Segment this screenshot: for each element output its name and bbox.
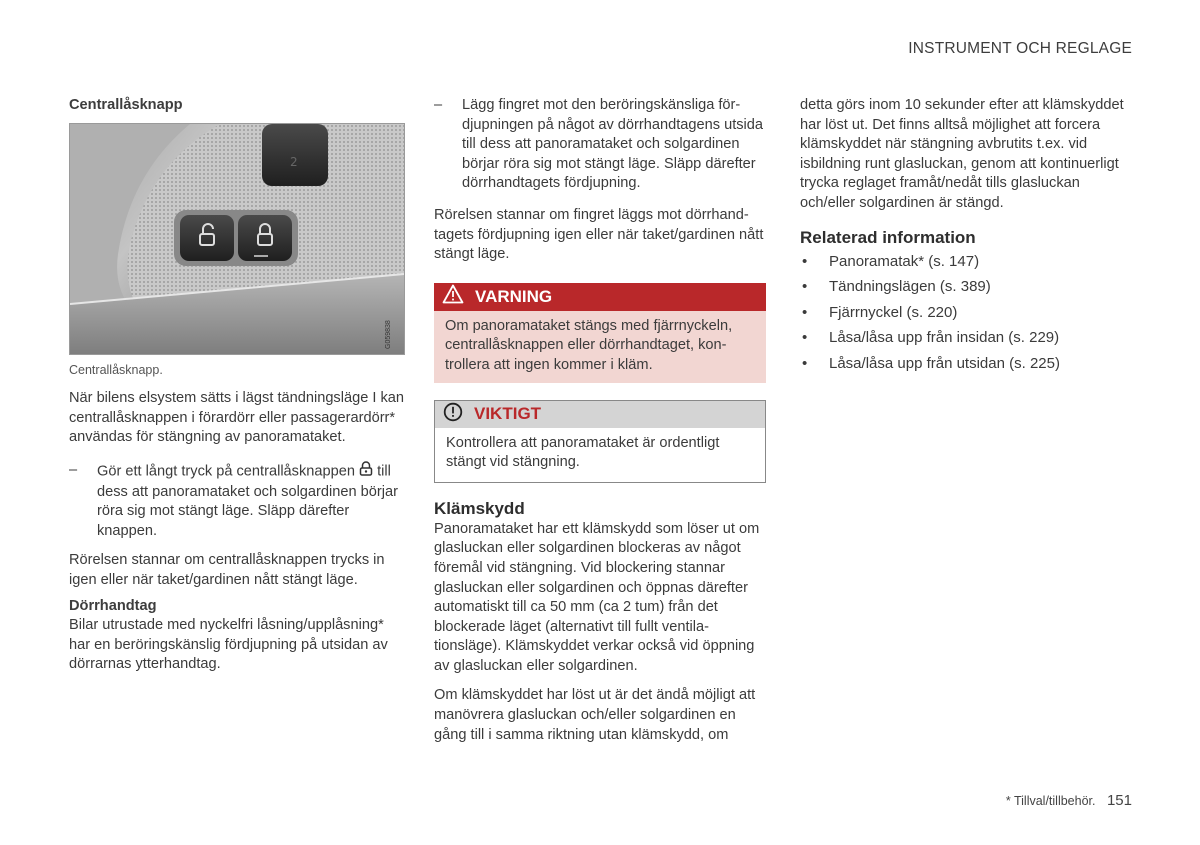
paragraph-handle-stop: Rörelsen stannar om fingret läggs mot dörrhandtagets fördjupning igen eller när taket/gardinen nått stängt läge. [434,206,764,263]
paragraph-ignition: När bilens elsystem sätts i lägst tändningsläge I kan centrallåsknappen i förardörr eller passagerardörr* användas för stängning av panoramataket. [69,390,405,446]
bullet-dot: • [802,303,808,321]
warning-box [434,283,766,383]
warning-triangle-icon [442,284,464,309]
related-link-label: Fjärrnyckel (s. 220) [829,303,958,321]
step-dash: – [434,97,443,113]
related-link[interactable] [800,274,1132,300]
paragraph-pinch-override: Om klämskyddet har löst ut är det ändå möjligt att manövrera glasluckan och/eller solgardinen en gång till i samma riktning utan klämskydd, om [434,687,756,743]
related-information-heading: Relaterad information [800,227,976,247]
paragraph-keyless: Bilar utrustade med nyckelfri låsning/upplåsning* har en beröringskänslig fördjupning på utsidan av dörrarnas ytterhandtag. [69,617,388,673]
column-3 [800,96,1132,376]
step-touch-handle [434,96,766,194]
step-long-press [69,461,405,541]
related-link[interactable] [800,351,1132,377]
page-section-header: INSTRUMENT OCH REGLAGE [908,40,1132,57]
bullet-dot: • [802,329,808,347]
bullet-dot: • [802,252,808,270]
bullet-dot: • [802,354,808,372]
warning-header [434,283,766,311]
padlock-icon [359,461,373,483]
warning-title: VARNING [475,286,553,306]
warning-text: Om panoramataket stängs med fjärrnyckeln, centrallåsknappen eller dörrhandtaget, kontrollera att ingen kommer i kläm. [434,311,766,383]
page-footer [1006,792,1132,809]
important-text: Kontrollera att panoramataket är ordentligt stängt vid stängning. [446,434,720,471]
page-number: 151 [1106,792,1132,809]
bullet-dot: • [802,278,808,296]
related-link[interactable] [800,325,1132,351]
door-panel-illustration [70,124,404,354]
photo-caption: Centrallåsknapp. [69,362,163,377]
column-2 [434,96,766,745]
image-id-label: G059838 [385,319,392,349]
related-link[interactable] [800,249,1132,275]
paragraph-pinch-protection: Panoramataket har ett klämskydd som löser ut om glasluckan eller solgardinen blockeras av något föremål vid stängning. Vid blockering stannar glasluckan eller solgardinen och öppnas därefter automatiskt till ca 50 mm (ca 2 tum) från det blockerade läget (alternativt till fullt ventilationsläge). Klämskyddet verkar också vid öppning av glasluckan eller solgardinen. [434,520,760,674]
related-link-label: Panoramatak* (s. 147) [829,252,980,270]
column-1 [69,96,405,675]
footnote-optional: * Tillval/tillbehör. [1005,794,1096,808]
paragraph-continued: detta görs inom 10 sekunder efter att klämskyddet har löst ut. Det finns alltså möjlighet att forcera klämskyddet när stängning avbrutits t.ex. vid isbildning runt glasluckan, genom att kontinuerligt trycka reglaget framåt/nedåt tills glasluckan och/eller solgardinen är stängd. [800,97,1124,211]
related-link[interactable] [800,300,1132,326]
step-text-start: Gör ett långt tryck på centrallåsknappen [97,463,355,480]
related-link-label: Låsa/låsa upp från utsidan (s. 225) [829,354,1060,372]
important-title: VIKTIGT [474,404,542,424]
important-header [435,401,765,428]
subheading-door-handle: Dörrhandtag [69,597,157,614]
step-text-end: till dess att panoramataket och solgardinen börjar röra sig mot stängt läge. Släpp därefter knappen. [97,463,398,539]
paragraph-stop-movement: Rörelsen stannar om centrallåsknappen trycks in igen eller när taket/gardinen nått stängt läge. [69,552,385,588]
section-heading-central-lock: Centrallåsknapp [69,97,183,113]
important-box [434,400,766,483]
section-heading-pinch-protection: Klämskydd [434,498,525,518]
step-dash: – [69,461,78,478]
exclamation-circle-icon [443,402,463,427]
related-link-label: Tändningslägen (s. 389) [829,278,991,296]
step-text: Lägg fingret mot den beröringskänsliga fördjupningen på något av dörrhandtagens utsida till dess att panoramataket och solgardinen börjar röra sig mot stängt läge. Släpp därefter dörrhandtagets fördjupning. [462,97,764,192]
svg-text:2: 2 [290,154,298,169]
central-lock-button-photo [69,123,405,355]
related-links-list [800,249,1132,377]
related-link-label: Låsa/låsa upp från insidan (s. 229) [829,329,1060,347]
